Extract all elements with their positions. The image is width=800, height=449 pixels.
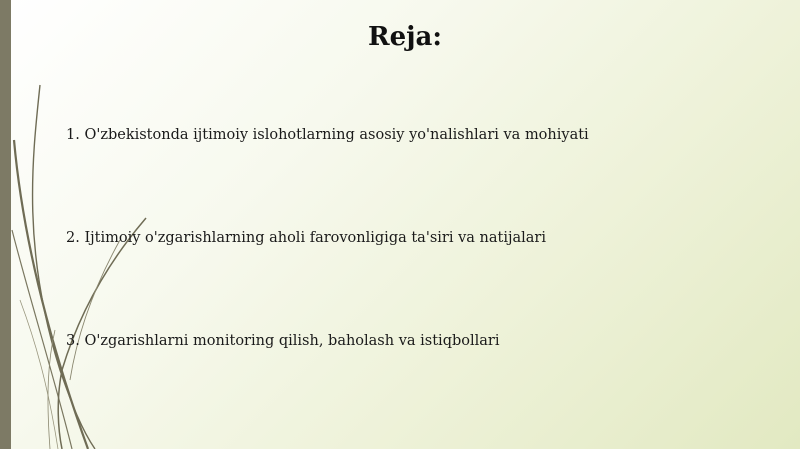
slide-title: Reja: bbox=[367, 22, 442, 52]
plan-item-2: 2. Ijtimoiy o'zgarishlarning aholi farovonligiga ta'siri va natijalari bbox=[66, 230, 546, 246]
plan-item-3: 3. O'zgarishlarni monitoring qilish, baholash va istiqbollari bbox=[66, 333, 500, 349]
plan-item-1: 1. O'zbekistonda ijtimoiy islohotlarning asosiy yo'nalishlari va mohiyati bbox=[66, 127, 589, 143]
